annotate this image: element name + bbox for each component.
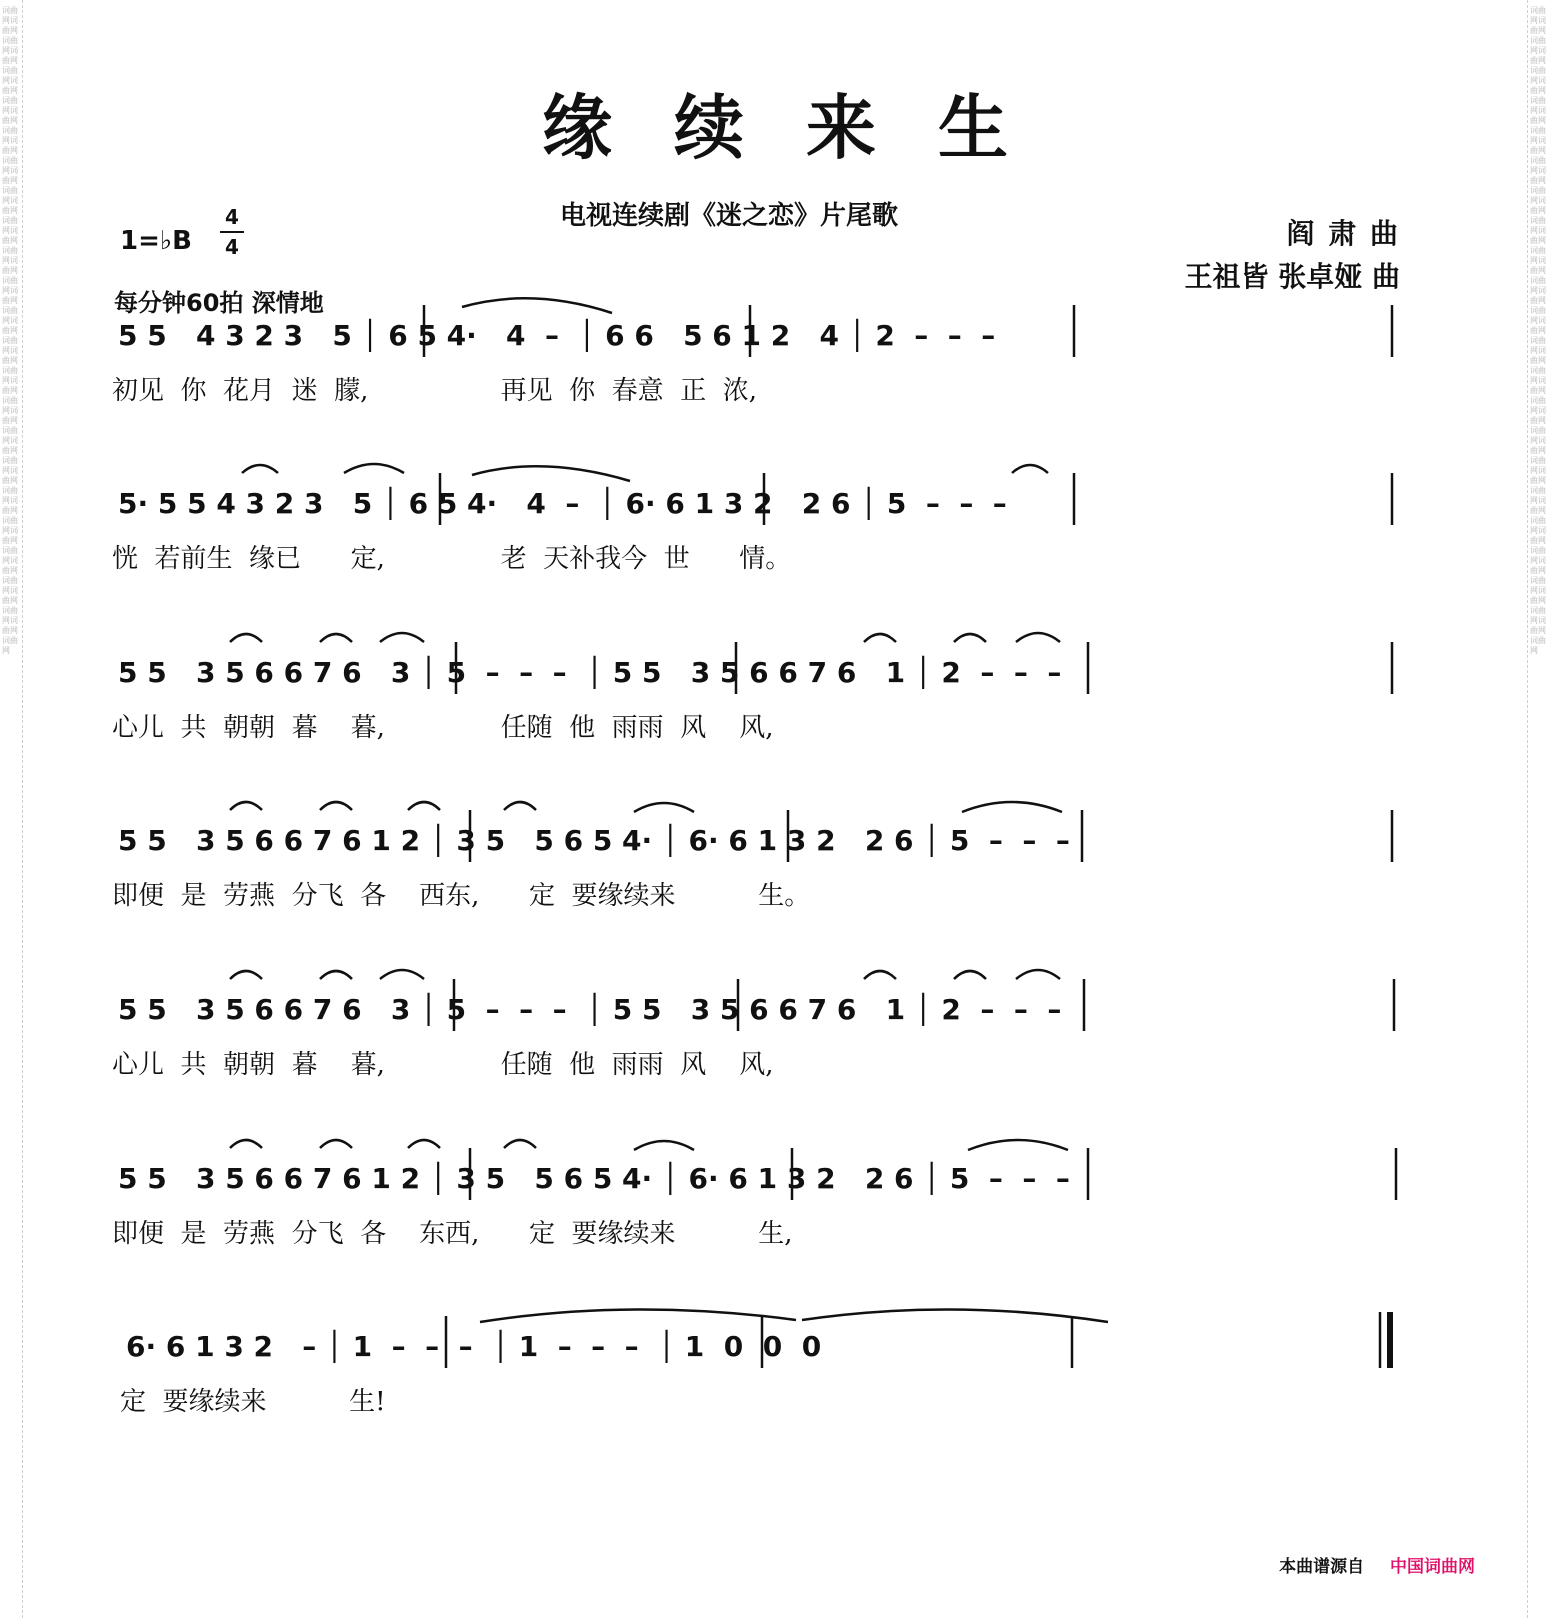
score-line-1-svg (112, 295, 1442, 425)
slur-arc (1016, 633, 1060, 642)
notes-row: 5· 5 5 4 3 2 3 5 │ 6 5 4· 4 – │ 6· 6 1 3 2 2 6 │ 5 – – – (118, 487, 1007, 520)
score-line-2-svg (112, 463, 1442, 593)
slur-arc (864, 971, 896, 979)
lyrics-row: 初见 你 花月 迷 朦, 再见 你 春意 正 浓, (112, 376, 757, 406)
slur-arc (230, 971, 262, 979)
right-watermark-text: 词曲网词曲网词曲网词曲网词曲网词曲网词曲网词曲网词曲网词曲网词曲网词曲网词曲网词曲网词曲网词曲网词曲网词曲网词曲网词曲网词曲网词曲网词曲网词曲网词曲网词曲网词曲网词曲网词曲网词曲网词曲网词曲网词曲网词曲网词曲网词曲网词曲网词曲网词曲网词曲网词曲网词曲网词曲网 (1530, 6, 1546, 655)
notes-row: 5 5 3 5 6 6 7 6 3 │ 5 – – – │ 5 5 3 5 6 6 7 6 1 │ 2 – – – (118, 993, 1062, 1026)
score-line-7-svg (112, 1306, 1442, 1436)
slur-arc (380, 970, 424, 979)
left-watermark-strip (0, 0, 23, 1618)
right-watermark-strip (1527, 0, 1550, 1618)
song-title: 缘续来生 (542, 86, 1070, 169)
notes-row: 5 5 4 3 2 3 5 │ 6 5 4· 4 – │ 6 6 5 6 1 2 4 │ 2 – – – (118, 319, 996, 352)
tie-arc (480, 1309, 796, 1322)
score-line-4 (112, 800, 1442, 930)
slur-arc (968, 1140, 1068, 1150)
slur-arc (408, 1140, 440, 1148)
composer-credit: 王祖皆 张卓娅 曲 (1184, 260, 1400, 293)
time-signature (220, 205, 244, 259)
score-line-5-svg (112, 969, 1442, 1099)
tie-arc (802, 1309, 1108, 1322)
score-line-1 (112, 295, 1442, 425)
time-signature-bottom: 4 (225, 235, 239, 259)
footer-source-label: 本曲谱源自 (1279, 1557, 1365, 1577)
score-line-4-svg (112, 800, 1442, 930)
key-signature: 1=♭B (120, 226, 192, 256)
song-subtitle: 电视连续剧《迷之恋》片尾歌 (560, 201, 899, 231)
slur-arc (634, 1141, 694, 1150)
score-line-6 (112, 1138, 1442, 1268)
lyrics-row: 即便 是 劳燕 分飞 各 西东, 定 要缘续来 生。 (112, 881, 811, 911)
lyrics-row: 心儿 共 朝朝 暮 暮, 任随 他 雨雨 风 风, (112, 1050, 774, 1080)
slur-arc (320, 971, 352, 979)
slur-arc (230, 1140, 262, 1148)
score-line-5 (112, 969, 1442, 1099)
footer-site-link[interactable]: 中国词曲网 (1390, 1557, 1475, 1577)
slur-arc (1016, 970, 1060, 979)
footer-source (1279, 1552, 1475, 1577)
notes-row: 5 5 3 5 6 6 7 6 1 2 │ 3 5 5 6 5 4· │ 6· 6 1 3 2 2 6 │ 5 – – – (118, 1162, 1070, 1195)
slur-arc (380, 633, 424, 642)
notes-row: 5 5 3 5 6 6 7 6 3 │ 5 – – – │ 5 5 3 5 6 6 7 6 1 │ 2 – – – (118, 656, 1062, 689)
time-signature-line (220, 231, 244, 233)
lyrics-row: 定 要缘续来 生! (120, 1387, 386, 1417)
lyrics-row: 心儿 共 朝朝 暮 暮, 任随 他 雨雨 风 风, (112, 713, 774, 743)
score-line-3 (112, 632, 1442, 762)
lyrics-row: 即便 是 劳燕 分飞 各 东西, 定 要缘续来 生, (112, 1219, 793, 1249)
slur-arc (954, 971, 986, 979)
slur-arc (1012, 465, 1048, 473)
slur-arc (320, 1140, 352, 1148)
slur-arc (408, 802, 440, 810)
tie-arc (472, 466, 630, 481)
notes-row: 5 5 3 5 6 6 7 6 1 2 │ 3 5 5 6 5 4· │ 6· 6 1 3 2 2 6 │ 5 – – – (118, 824, 1070, 857)
lyricist-credit: 阎 肃 曲 (1286, 217, 1400, 250)
time-signature-top: 4 (225, 205, 239, 229)
score-line-2 (112, 463, 1442, 593)
slur-arc (320, 634, 352, 642)
slur-arc (320, 802, 352, 810)
slur-arc (962, 802, 1062, 812)
score-line-3-svg (112, 632, 1442, 762)
score-line-6-svg (112, 1138, 1442, 1268)
left-watermark-text: 词曲网词曲网词曲网词曲网词曲网词曲网词曲网词曲网词曲网词曲网词曲网词曲网词曲网词曲网词曲网词曲网词曲网词曲网词曲网词曲网词曲网词曲网词曲网词曲网词曲网词曲网词曲网词曲网词曲网词曲网词曲网词曲网词曲网词曲网词曲网词曲网词曲网词曲网词曲网词曲网词曲网词曲网词曲网 (2, 6, 18, 655)
slur-arc (504, 1140, 536, 1148)
slur-arc (504, 802, 536, 810)
tie-arc (462, 298, 612, 313)
slur-arc (954, 634, 986, 642)
score-line-7 (112, 1306, 1442, 1436)
tempo-marking: 每分钟60拍 深情地 (114, 289, 324, 317)
slur-arc (230, 634, 262, 642)
notes-row: 6· 6 1 3 2 – │ 1 – – – │ 1 – – – │ 1 0 0 0 (126, 1330, 822, 1363)
slur-arc (242, 465, 278, 473)
slur-arc (230, 802, 262, 810)
lyrics-row: 恍 若前生 缘已 定, 老 天补我今 世 情。 (112, 544, 792, 574)
slur-arc (864, 634, 896, 642)
slur-arc (344, 464, 404, 473)
slur-arc (634, 803, 694, 812)
